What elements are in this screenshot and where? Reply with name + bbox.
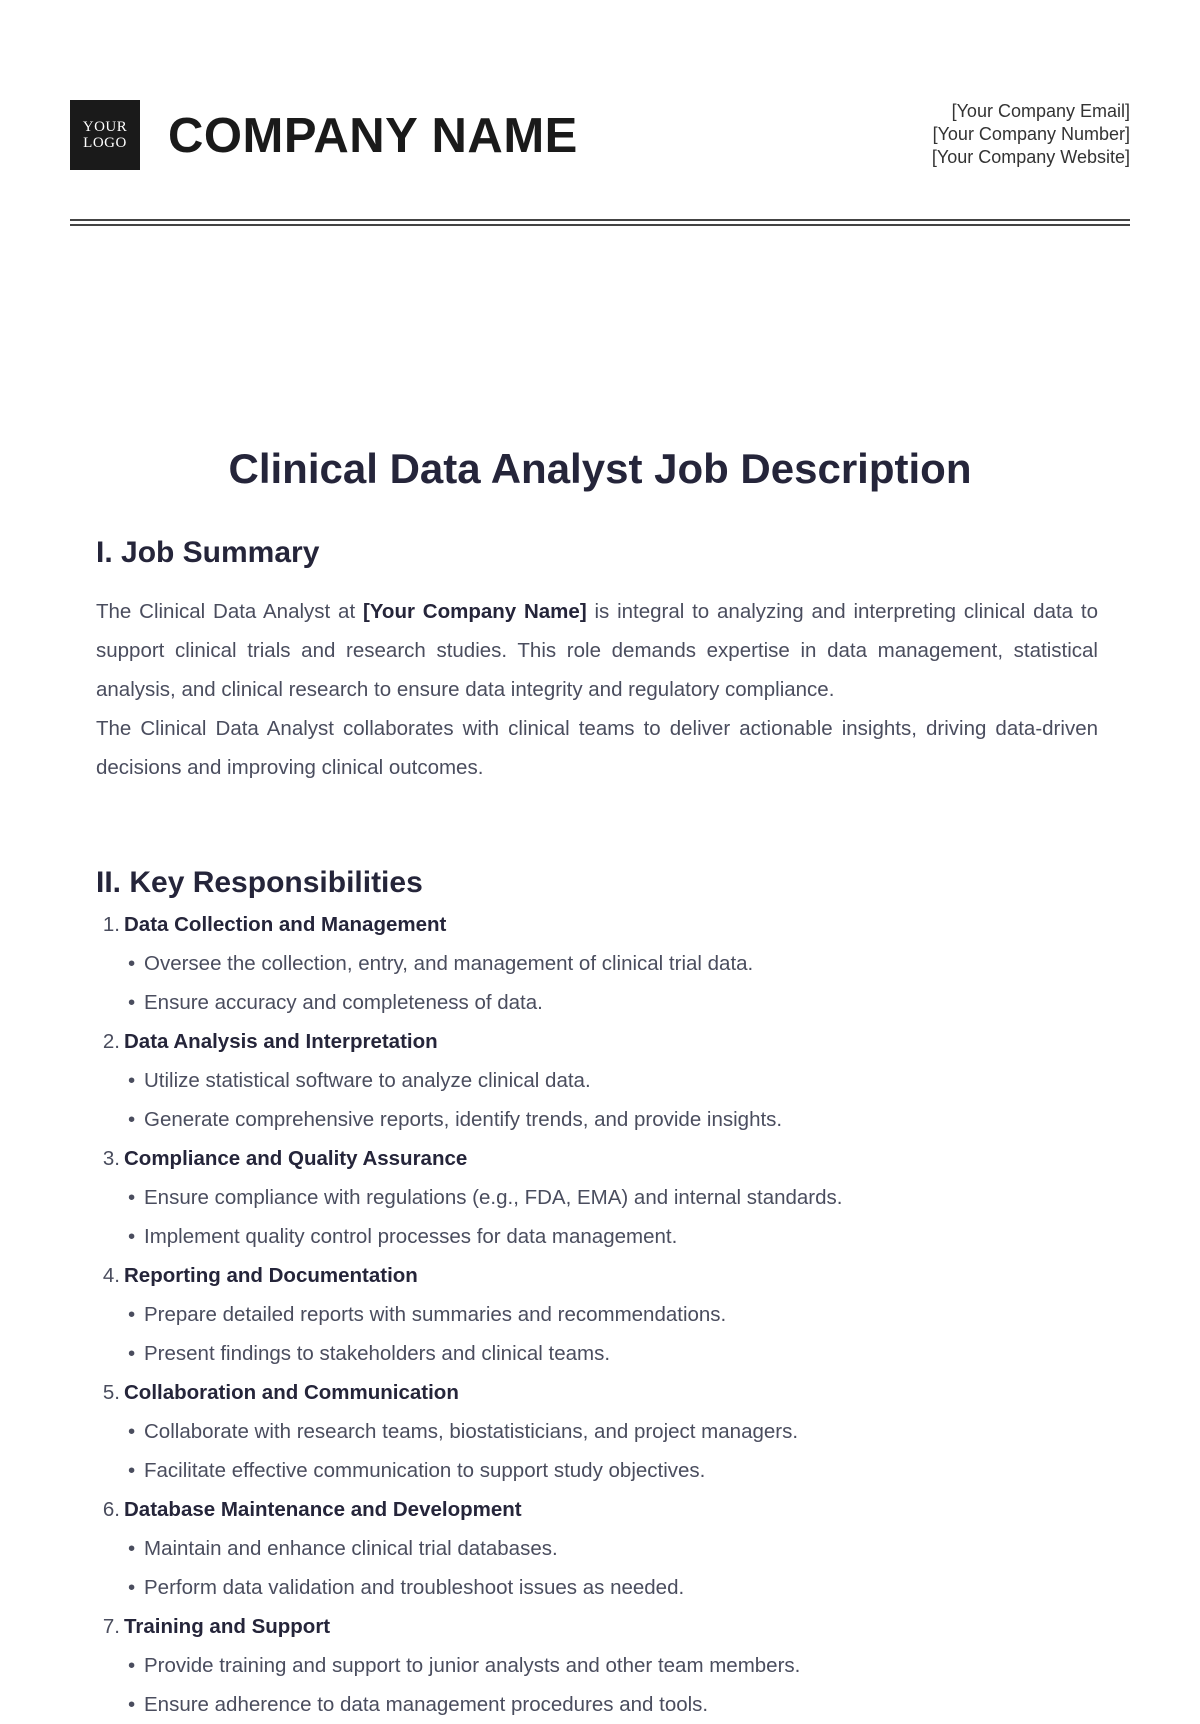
bullet-item <box>128 1178 1100 1217</box>
responsibility-bullets <box>96 1412 1100 1490</box>
responsibility-heading <box>96 1256 1100 1295</box>
bullet-item <box>128 1685 1100 1724</box>
bullet-dot: • <box>128 1108 136 1131</box>
header-divider-top <box>70 219 1130 221</box>
bullet-item <box>128 1217 1100 1256</box>
bullet-text: Ensure accuracy and completeness of data. <box>144 991 543 1014</box>
summary-company-placeholder: [Your Company Name] <box>362 600 587 623</box>
company-website: [Your Company Website] <box>931 147 1130 167</box>
bullet-dot: • <box>128 1459 136 1482</box>
summary-text-end: is integral to analyzing and interpreting clinical data to support clinical trials and research studies. This role demands expertise in data management, statistical analysis, and clinical research to ensure data integrity and regulatory compliance. <box>96 600 1098 701</box>
bullet-dot: • <box>128 1186 136 1209</box>
responsibility-number: 1. <box>102 913 120 936</box>
bullet-item <box>128 1061 1100 1100</box>
responsibility-number: 4. <box>102 1264 120 1287</box>
responsibility-title: Training and Support <box>124 1615 331 1638</box>
responsibility-number: 6. <box>102 1498 120 1521</box>
bullet-item <box>128 944 1100 983</box>
company-logo <box>70 100 140 170</box>
responsibility-heading <box>96 1607 1100 1646</box>
responsibility-heading <box>96 1022 1100 1061</box>
bullet-dot: • <box>128 1576 136 1599</box>
responsibility-heading <box>96 905 1100 944</box>
section-title-key-responsibilities: II. Key Responsibilities <box>96 866 423 899</box>
job-summary-paragraph-2: The Clinical Data Analyst collaborates with clinical teams to deliver actionable insights, driving data-driven decisions and improving clinical outcomes. <box>96 717 1098 779</box>
responsibility-bullets <box>96 1646 1100 1724</box>
bullet-item <box>128 1646 1100 1685</box>
responsibility-title: Compliance and Quality Assurance <box>124 1147 468 1170</box>
responsibility-bullets <box>96 1178 1100 1256</box>
responsibility-item <box>96 1373 1100 1490</box>
bullet-item <box>128 1295 1100 1334</box>
bullet-text: Utilize statistical software to analyze clinical data. <box>144 1069 591 1092</box>
responsibility-title: Data Analysis and Interpretation <box>124 1030 438 1053</box>
responsibility-number: 7. <box>102 1615 120 1638</box>
responsibility-heading <box>96 1373 1100 1412</box>
responsibility-item <box>96 1139 1100 1256</box>
logo-text-line2: LOGO <box>83 135 127 151</box>
bullet-text: Maintain and enhance clinical trial databases. <box>144 1537 558 1560</box>
responsibility-title: Data Collection and Management <box>124 913 447 936</box>
bullet-item <box>128 1334 1100 1373</box>
bullet-text: Perform data validation and troubleshoot issues as needed. <box>144 1576 685 1599</box>
responsibility-number: 2. <box>102 1030 120 1053</box>
responsibility-item <box>96 1607 1100 1724</box>
responsibility-item <box>96 1022 1100 1139</box>
summary-text-start: The Clinical Data Analyst at <box>96 600 363 623</box>
bullet-dot: • <box>128 1225 136 1248</box>
bullet-dot: • <box>128 952 136 975</box>
company-name: COMPANY NAME <box>168 109 578 163</box>
bullet-text: Implement quality control processes for data management. <box>144 1225 678 1248</box>
responsibility-item <box>96 1256 1100 1373</box>
company-email: [Your Company Email] <box>951 101 1130 121</box>
header-divider-bottom <box>70 224 1130 226</box>
bullet-text: Ensure adherence to data management procedures and tools. <box>144 1693 709 1716</box>
bullet-text: Generate comprehensive reports, identify trends, and provide insights. <box>144 1108 783 1131</box>
bullet-item <box>128 1100 1100 1139</box>
responsibility-bullets <box>96 1295 1100 1373</box>
bullet-item <box>128 1412 1100 1451</box>
document-header <box>70 100 1130 172</box>
bullet-dot: • <box>128 1693 136 1716</box>
responsibility-bullets <box>96 944 1100 1022</box>
bullet-dot: • <box>128 991 136 1014</box>
responsibilities-list <box>96 905 1100 1724</box>
bullet-text: Collaborate with research teams, biostatisticians, and project managers. <box>144 1420 799 1443</box>
responsibility-title: Collaboration and Communication <box>124 1381 459 1404</box>
responsibility-bullets <box>96 1529 1100 1607</box>
bullet-item <box>128 983 1100 1022</box>
bullet-dot: • <box>128 1342 136 1365</box>
company-contact-block <box>932 100 1130 169</box>
responsibility-heading <box>96 1139 1100 1178</box>
bullet-item <box>128 1529 1100 1568</box>
logo-text-line1: YOUR <box>82 119 128 135</box>
bullet-dot: • <box>128 1654 136 1677</box>
document-title: Clinical Data Analyst Job Description <box>228 445 972 492</box>
bullet-item <box>128 1568 1100 1607</box>
company-number: [Your Company Number] <box>932 124 1130 144</box>
section-title-job-summary: I. Job Summary <box>96 536 320 569</box>
job-summary-body <box>96 592 1098 787</box>
responsibility-title: Database Maintenance and Development <box>124 1498 522 1521</box>
bullet-text: Provide training and support to junior analysts and other team members. <box>144 1654 801 1677</box>
bullet-dot: • <box>128 1303 136 1326</box>
bullet-text: Present findings to stakeholders and clinical teams. <box>144 1342 611 1365</box>
bullet-text: Ensure compliance with regulations (e.g., FDA, EMA) and internal standards. <box>144 1186 843 1209</box>
responsibility-number: 5. <box>102 1381 120 1404</box>
bullet-text: Prepare detailed reports with summaries and recommendations. <box>144 1303 727 1326</box>
responsibility-item <box>96 905 1100 1022</box>
responsibility-heading <box>96 1490 1100 1529</box>
job-summary-paragraph-1 <box>96 592 1098 709</box>
bullet-dot: • <box>128 1069 136 1092</box>
responsibility-number: 3. <box>102 1147 120 1170</box>
bullet-dot: • <box>128 1537 136 1560</box>
bullet-text: Oversee the collection, entry, and management of clinical trial data. <box>144 952 754 975</box>
responsibility-item <box>96 1490 1100 1607</box>
bullet-dot: • <box>128 1420 136 1443</box>
responsibility-bullets <box>96 1061 1100 1139</box>
bullet-text: Facilitate effective communication to support study objectives. <box>144 1459 706 1482</box>
responsibility-title: Reporting and Documentation <box>124 1264 418 1287</box>
bullet-item <box>128 1451 1100 1490</box>
